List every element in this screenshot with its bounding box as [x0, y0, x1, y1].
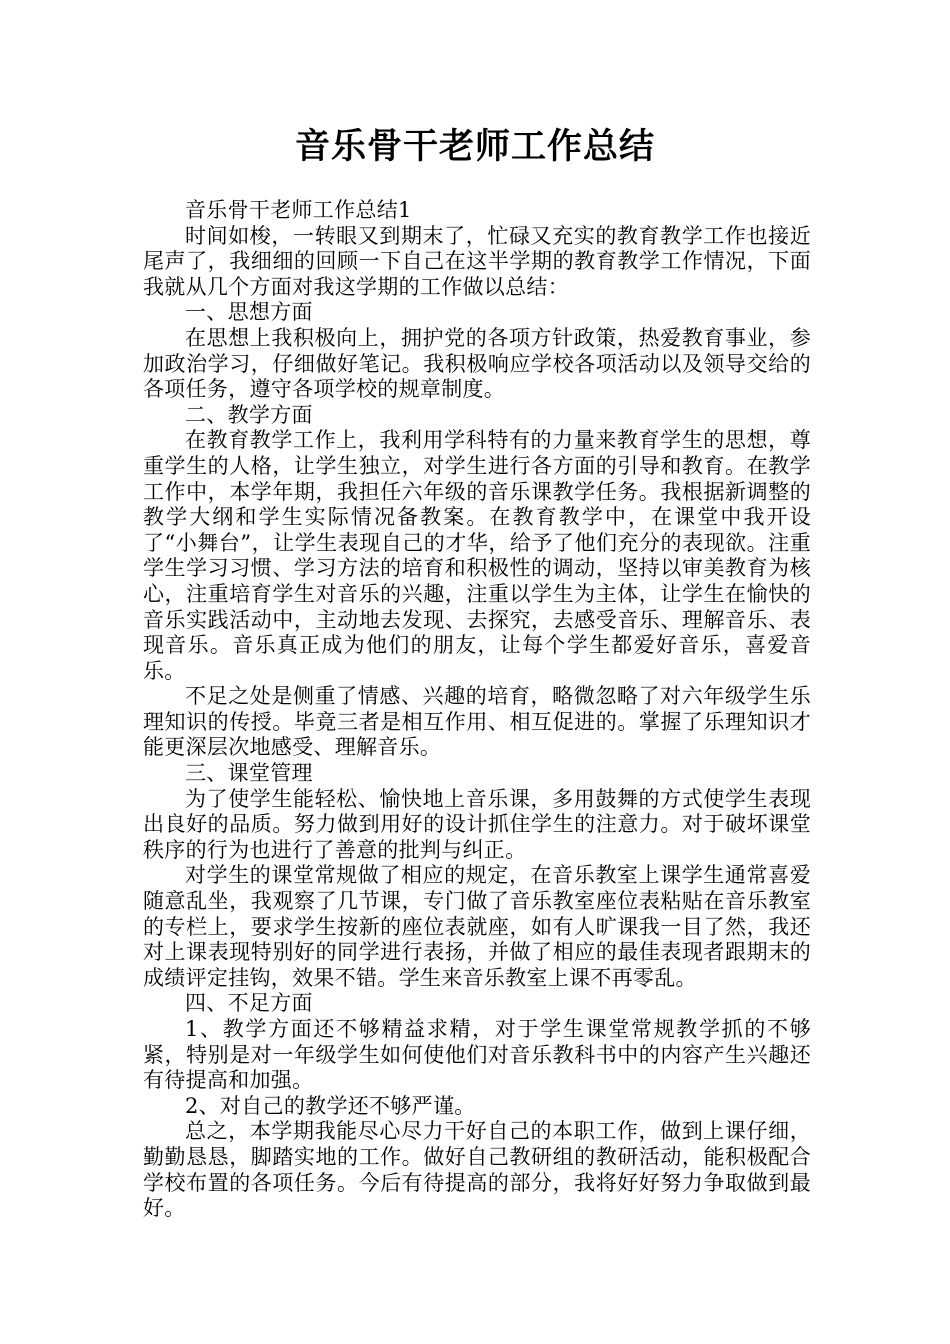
- paragraph-classroom-2: 对学生的课堂常规做了相应的规定，在音乐教室上课学生通常喜爱随意乱坐，我观察了几节课，专门做了音乐教室座位表粘贴在音乐教室的专栏上，要求学生按新的座位表就座，如有人旷课我一目了然，我还对上课表现特别好的同学进行表扬，并做了相应的最佳表现者跟期末的成绩评定挂钩，效果不错。学生来音乐教室上课不再零乱。: [143, 863, 811, 990]
- paragraph-teaching: 在教育教学工作上，我利用学科特有的力量来教育学生的思想，尊重学生的人格，让学生独立，对学生进行各方面的引导和教育。在教学工作中，本学年期，我担任六年级的音乐课教学任务。我根据新调整的教学大纲和学生实际情况备教案。在教育教学中，在课堂中我开设了“小舞台”，让学生表现自己的才华，给予了他们充分的表现欲。注重学生学习习惯、学习方法的培育和积极性的调动，坚持以审美教育为核心，注重培育学生对音乐的兴趣，注重以学生为主体，让学生在愉快的音乐实践活动中，主动地去发现、去探究，去感受音乐、理解音乐、表现音乐。音乐真正成为他们的朋友，让每个学生都爱好音乐，喜爱音乐。: [143, 428, 811, 683]
- document-body: [143, 198, 811, 1222]
- document-title: 音乐骨干老师工作总结: [294, 127, 655, 167]
- paragraph-shortcoming-2: 2、对自己的教学还不够严谨。: [185, 1093, 476, 1118]
- paragraph-thought: 在思想上我积极向上，拥护党的各项方针政策，热爱教育事业，参加政治学习，仔细做好笔记。我积极响应学校各项活动以及领导交给的各项任务，遵守各项学校的规章制度。: [143, 325, 811, 402]
- paragraph-shortcoming-1: 1、教学方面还不够精益求精，对于学生课堂常规教学抓的不够紧，特别是对一年级学生如何使他们对音乐教科书中的内容产生兴趣还有待提高和加强。: [143, 1017, 811, 1093]
- paragraph-subtitle: 音乐骨干老师工作总结1: [185, 198, 412, 222]
- paragraph-classroom-1: 为了使学生能轻松、愉快地上音乐课，多用鼓舞的方式使学生表现出良好的品质。努力做到用好的设计抓住学生的注意力。对于破坏课堂秩序的行为也进行了善意的批判与纠正。: [143, 786, 811, 862]
- paragraph-intro: 时间如梭，一转眼又到期末了，忙碌又充实的教育教学工作也接近尾声了，我细细的回顾一下自己在这半学期的教育教学工作情况，下面我就从几个方面对我这学期的工作做以总结：: [143, 223, 811, 299]
- section-heading-thought: 一、思想方面: [185, 300, 313, 325]
- section-heading-classroom: 三、课堂管理: [185, 761, 313, 786]
- paragraph-conclusion: 总之，本学期我能尽心尽力干好自己的本职工作，做到上课仔细，勤勤恳恳，脚踏实地的工作。做好自己教研组的教研活动，能积极配合学校布置的各项任务。今后有待提高的部分，我将好好努力争取做到最好。: [143, 1119, 811, 1221]
- paragraph-shortcomings-teaching: 不足之处是侧重了情感、兴趣的培育，略微忽略了对六年级学生乐理知识的传授。毕竟三者是相互作用、相互促进的。掌握了乐理知识才能更深层次地感受、理解音乐。: [143, 684, 811, 760]
- section-heading-teaching: 二、教学方面: [185, 402, 313, 427]
- section-heading-shortcomings: 四、不足方面: [185, 991, 313, 1016]
